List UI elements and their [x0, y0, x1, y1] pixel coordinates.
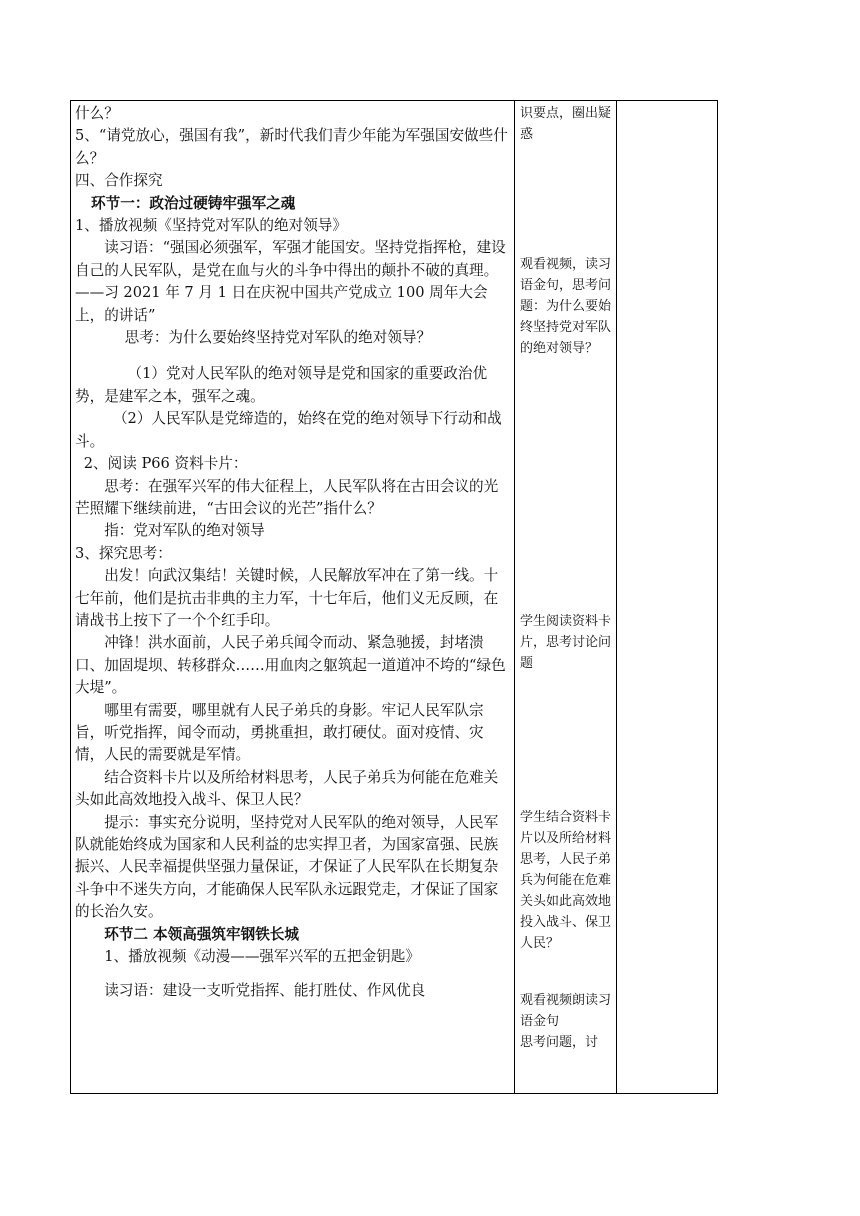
step-play-video: 1、播放视频《坚持党对军队的绝对领导》 — [75, 217, 347, 235]
material-paragraph-3: 哪里有需要，哪里就有人民子弟兵的身影。牢记人民军队宗旨，听党指挥，闻令而动，勇挑重担，敢打硬仗。面对疫情、灾情，人民的需要就是军情。 — [75, 701, 484, 764]
teaching-content-cell — [71, 101, 515, 1094]
material-paragraph-1: 出发！向武汉集结！关键时候，人民解放军冲在了第一线。十七年前，他们是抗击非典的主力军，十七年后，他们义无反顾，在请战书上按下了一个个红手印。 — [75, 567, 499, 629]
design-intent-cell — [617, 101, 718, 1094]
activity-note: 学生阅读资料卡片，思考讨论问题 — [520, 614, 612, 671]
activity-note: 观看视频，读习语金句，思考问题：为什么要始终坚持党对军队的绝对领导？ — [520, 257, 612, 356]
segment-2-heading: 环节二 本领高强筑牢钢铁长城 — [104, 925, 299, 943]
student-activity — [520, 103, 612, 1053]
step-play-video-2: 1、播放视频《动漫——强军兴军的五把金钥匙》 — [104, 948, 420, 966]
teaching-content — [75, 103, 510, 1003]
table-row — [71, 101, 718, 1094]
think-question: 思考：为什么要始终坚持党对军队的绝对领导？ — [124, 329, 432, 347]
activity-note: 思考问题，讨 — [520, 1035, 599, 1050]
material-paragraph-2: 冲锋！洪水面前，人民子弟兵闻令而动、紧急驰援，封堵溃口、加固堤坝、转移群众……用血肉之躯筑起一道道冲不垮的“绿色大堤”。 — [75, 634, 506, 697]
activity-note: 学生结合资料卡片以及所给材料思考，人民子弟兵为何能在危难关头如此高效地投入战斗、保卫人民？ — [520, 810, 612, 951]
question-5: 5、“请党放心，强国有我”，新时代我们青少年能为军强国安做些什么？ — [75, 127, 508, 167]
segment-1-heading: 环节一：政治过硬铸牢强军之魂 — [91, 194, 296, 212]
answer-point-1: （1）党对人民军队的绝对领导是党和国家的重要政治优势，是建军之本，强军之魂。 — [75, 365, 488, 405]
spacer — [75, 349, 510, 363]
answer-point-2: （2）人民军队是党缔造的，始终在党的绝对领导下行动和战斗。 — [75, 410, 502, 450]
student-activity-cell — [515, 101, 617, 1094]
lesson-plan-table — [70, 100, 718, 1094]
text-line: 什么？ — [75, 105, 119, 122]
activity-note: 识要点，圈出疑惑 — [520, 106, 612, 142]
spacer — [75, 968, 510, 980]
step-explore: 3、探究思考： — [75, 544, 172, 562]
section-heading: 四、合作探究 — [75, 172, 163, 190]
quote-paragraph-2: 读习语：建设一支听党指挥、能打胜仗、作风优良 — [104, 982, 426, 1000]
think-paragraph: 思考：在强军兴军的伟大征程上，人民军队将在古田会议的光芒照耀下继续前进，“古田会议的光芒”指什么？ — [75, 477, 499, 517]
answer-line: 指：党对军队的绝对领导 — [104, 522, 265, 540]
think-paragraph-2: 结合资料卡片以及所给材料思考，人民子弟兵为何能在危难关头如此高效地投入战斗、保卫人民？ — [75, 768, 499, 809]
hint-paragraph: 提示：事实充分说明，坚持党对人民军队的绝对领导，人民军队就能始终成为国家和人民利益的忠实捍卫者，为国家富强、民族振兴、人民幸福提供坚强力量保证，才保证了人民军队在长期复杂斗争中不迷失方向，才能确保人民军队永远跟党走，才保证了国家的长治久安。 — [75, 813, 499, 921]
activity-note: 观看视频朗读习语金句 — [520, 993, 612, 1029]
quote-paragraph: 读习语：“强国必须强军，军强才能国安。坚持党指挥枪，建设自己的人民军队，是党在血与火的斗争中得出的颠扑不破的真理。——习 2021 年 7 月 1 日在庆祝中国共产党成立 100 周年大会上，的讲话” — [75, 239, 506, 324]
step-read-card: 2、阅读 P66 资料卡片： — [83, 455, 248, 473]
